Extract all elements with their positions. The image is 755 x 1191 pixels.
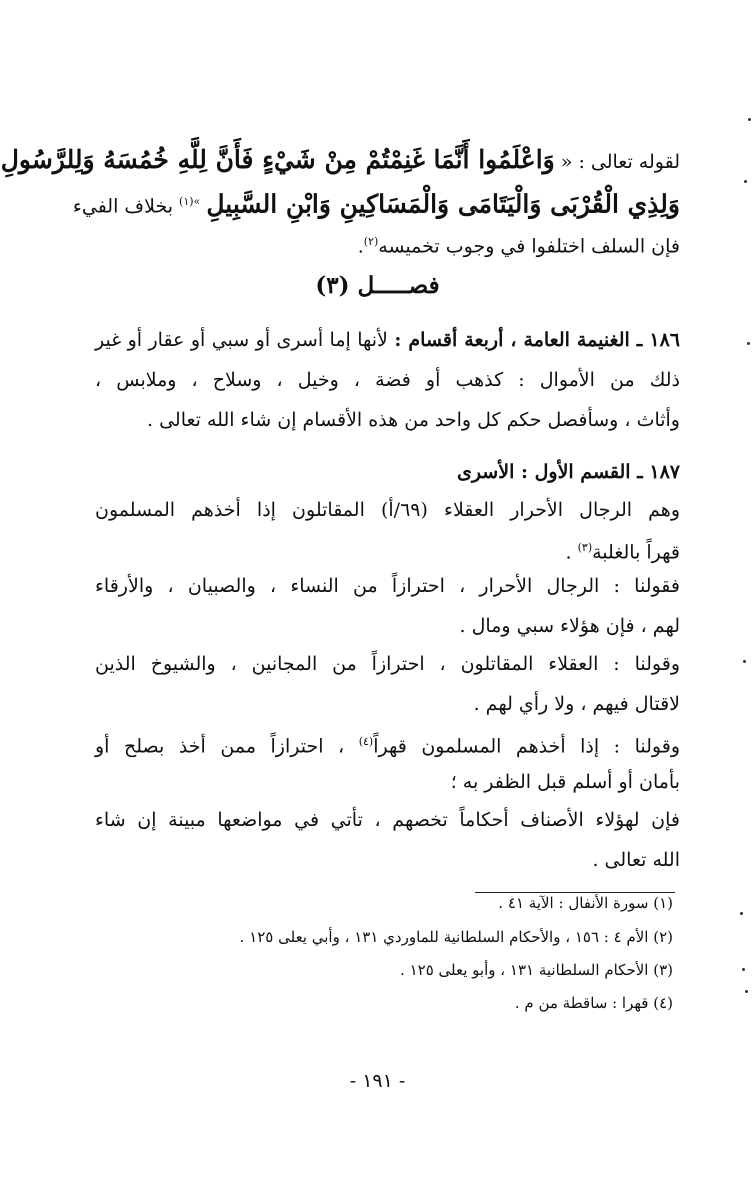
quote-line-2-suffix: بخلاف الفيء xyxy=(72,195,173,218)
scan-speck xyxy=(745,990,748,993)
footnote-ref-2: (٢) xyxy=(363,235,379,248)
para-186-line-2: ذلك من الأموال : كذهب أو فضة ، وخيل ، وسلاح ، وملابس ، xyxy=(95,369,680,391)
footnote-ref-3: (٣) xyxy=(577,541,593,554)
para-187-line-10: الله تعالى . xyxy=(592,849,680,871)
para-187-line-3: فقولنا : الرجال الأحرار ، احترازاً من النساء ، والصبيان ، والأرقاء xyxy=(95,575,680,597)
scan-speck xyxy=(744,180,747,183)
para-187-line-2-text: قهراً بالغلبة xyxy=(592,541,680,564)
footnote-3: (٣) الأحكام السلطانية ١٣١ ، وأبو يعلى ١٢٥ . xyxy=(400,961,673,979)
para-187-line-6: لاقتال فيهم ، ولا رأي لهم . xyxy=(473,693,680,715)
scan-speck xyxy=(743,660,746,663)
para-186-title: ١٨٦ ـ الغنيمة العامة ، أربعة أقسام : xyxy=(394,329,681,351)
footnote-4: (٤) قهرا : ساقطة من م . xyxy=(514,994,673,1012)
scan-speck xyxy=(748,118,751,121)
quote-line-2 xyxy=(72,182,680,226)
scan-speck xyxy=(742,968,745,971)
para-186-line-1 xyxy=(95,320,680,360)
para-187-heading: ١٨٧ ـ القسم الأول : الأسرى xyxy=(456,461,680,483)
footnote-ref-1: »(١) xyxy=(179,195,201,208)
para-187-line-9: فإن لهؤلاء الأصناف أحكاماً تخصهم ، تأتي في مواضعها مبينة إن شاء xyxy=(95,809,680,831)
quote-line-1 xyxy=(0,140,680,182)
para-186-line-1-rest: لأنها إما أسرى أو سبي أو عقار أو غير xyxy=(95,329,388,351)
para-187-line-8: بأمان أو أسلم قبل الظفر به ؛ xyxy=(450,771,680,793)
quote-line-3-text: فإن السلف اختلفوا في وجوب تخميسه xyxy=(378,235,680,258)
quote-prefix: لقوله تعالى : « xyxy=(560,151,680,173)
quote-line-3 xyxy=(95,222,680,266)
footnote-1: (١) سورة الأنفال : الآية ٤١ . xyxy=(498,894,673,912)
scan-speck xyxy=(740,912,743,915)
quran-verse-part-2: وَلِذِي الْقُرْبَى وَالْيَتَامَى وَالْمَسَاكِينِ وَابْنِ السَّبِيلِ xyxy=(206,189,680,219)
quran-verse-part-1: وَاعْلَمُوا أَنَّمَا غَنِمْتُمْ مِنْ شَيْءٍ فَأَنَّ لِلَّهِ خُمُسَهُ وَلِلرَّسُولِ xyxy=(0,145,555,174)
para-187-line-4: لهم ، فإن هؤلاء سبي ومال . xyxy=(459,615,680,637)
page-number: - ١٩١ - xyxy=(349,1070,406,1092)
para-187-line-7 xyxy=(95,722,680,766)
scan-speck xyxy=(747,342,750,345)
section-heading: فصـــــل (٣) xyxy=(315,272,440,299)
para-187-line-7-a: وقولنا : إذا أخذهم المسلمون قهراً xyxy=(373,735,680,758)
para-187-line-1: وهم الرجال الأحرار العقلاء (٦٩/أ) المقاتلون إذا أخذهم المسلمون xyxy=(95,499,681,521)
para-186-line-3: وأثاث ، وسأفصل حكم كل واحد من هذه الأقسام إن شاء الله تعالى . xyxy=(146,409,680,431)
footnote-2: (٢) الأم ٤ : ١٥٦ ، والأحكام السلطانية للماوردي ١٣١ ، وأبي يعلى ١٢٥ . xyxy=(239,928,673,946)
para-187-line-5: وقولنا : العقلاء المقاتلون ، احترازاً من المجانين ، والشيوخ الذين xyxy=(95,653,680,675)
para-187-line-2-end: . xyxy=(565,541,578,564)
footnote-ref-4: (٤) xyxy=(358,735,374,748)
quote-line-3-end: . xyxy=(357,235,364,258)
para-187-line-7-b: ، احترازاً ممن أخذ بصلح أو xyxy=(95,735,359,758)
